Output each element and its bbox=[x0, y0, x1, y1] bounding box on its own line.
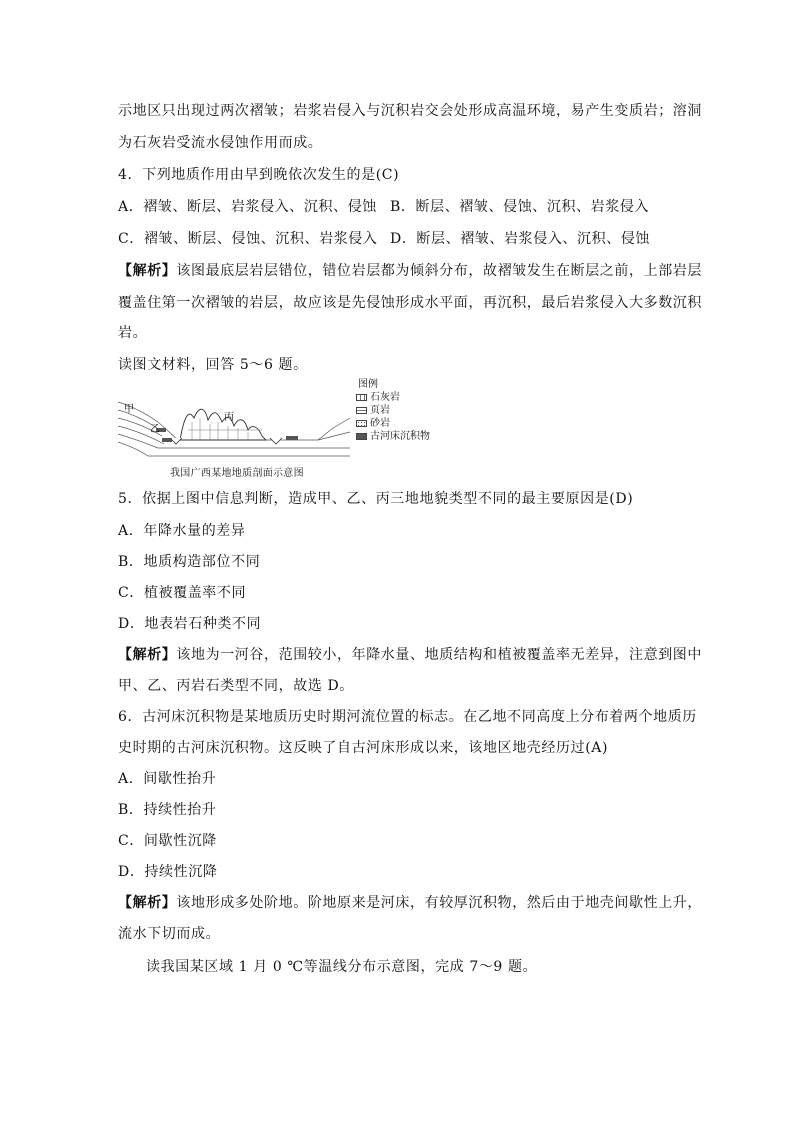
legend-label: 砂岩 bbox=[370, 418, 390, 429]
limestone-swatch bbox=[356, 394, 367, 401]
q4-option-a: A．褶皱、断层、岩浆侵入、沉积、侵蚀 bbox=[118, 199, 377, 215]
geologic-cross-section-figure bbox=[118, 378, 448, 480]
reading-prompt: 读图文材料，回答 5～6 题。 bbox=[118, 357, 308, 373]
q4-option-b: B．断层、褶皱、侵蚀、沉积、岩浆侵入 bbox=[390, 199, 650, 215]
q4-option-c: C．褶皱、断层、侵蚀、沉积、岩浆侵入 bbox=[118, 231, 378, 247]
analysis-label: 【解析】 bbox=[118, 263, 177, 279]
q6-analysis-text: 该地形成多处阶地。阶地原来是河床，有较厚沉积物，然后由于地壳间歇性上升， bbox=[176, 895, 703, 911]
q4-stem: 4．下列地质作用由早到晚依次发生的是(C) bbox=[118, 167, 400, 183]
figure-legend bbox=[356, 378, 430, 443]
label-yi: 乙 bbox=[150, 424, 160, 435]
q6-analysis-line-2: 流水下切而成。 bbox=[118, 926, 221, 942]
q6-option-a: A．间歇性抬升 bbox=[118, 771, 217, 787]
q6-option-c: C．间歇性沉降 bbox=[118, 833, 217, 849]
legend-item-limestone bbox=[356, 391, 430, 404]
label-jia: 甲 bbox=[124, 404, 134, 415]
sediment-swatch bbox=[356, 433, 367, 440]
q5-option-b: B．地质构造部位不同 bbox=[118, 554, 261, 570]
q5-option-a: A．年降水量的差异 bbox=[118, 523, 246, 539]
q5-analysis-line-2: 甲、乙、丙岩石类型不同，故选 D。 bbox=[118, 678, 354, 694]
legend-item-shale bbox=[356, 404, 430, 417]
q5-analysis-text: 该地为一河谷，范围较小，年降水量、地质结构和植被覆盖率无差异，注意到图中 bbox=[176, 647, 703, 663]
figure-caption: 我国广西某地地质剖面示意图 bbox=[170, 468, 304, 479]
q4-options-row-2 bbox=[118, 230, 651, 248]
q6-stem-line-1: 6．古河床沉积物是某地质历史时期河流位置的标志。在乙地不同高度上分布着两个地质历 bbox=[118, 709, 697, 725]
q5-option-c: C．植被覆盖率不同 bbox=[118, 585, 247, 601]
legend-label: 古河床沉积物 bbox=[370, 431, 430, 442]
label-bing: 丙 bbox=[224, 412, 234, 423]
analysis-label: 【解析】 bbox=[118, 647, 177, 663]
q5-stem: 5．依据上图中信息判断，造成甲、乙、丙三地地貌类型不同的最主要原因是(D) bbox=[118, 491, 634, 507]
intro-line-1: 示地区只出现过两次褶皱；岩浆岩侵入与沉积岩交会处形成高温环境，易产生变质岩；溶洞 bbox=[118, 103, 702, 119]
q6-analysis-line-1 bbox=[118, 894, 702, 912]
q4-analysis-text: 该图最底层岩层错位，错位岩层都为倾斜分布，故褶皱发生在断层之前，上部岩层 bbox=[176, 263, 703, 279]
q6-option-b: B．持续性抬升 bbox=[118, 802, 217, 818]
cross-section-drawing bbox=[118, 378, 350, 460]
q4-analysis-line-1 bbox=[118, 262, 702, 280]
legend-item-sediment bbox=[356, 430, 430, 443]
legend-label: 石灰岩 bbox=[370, 392, 400, 403]
legend-title: 图例 bbox=[358, 379, 378, 390]
q4-analysis-line-2: 覆盖住第一次褶皱的岩层，故应该是先侵蚀形成水平面，再沉积，最后岩浆侵入大多数沉积 bbox=[118, 295, 702, 311]
q4-options-row-1 bbox=[118, 198, 650, 216]
q4-option-d: D．断层、褶皱、岩浆侵入、沉积、侵蚀 bbox=[390, 231, 651, 247]
legend-label: 页岩 bbox=[370, 405, 390, 416]
q4-analysis-line-3: 岩。 bbox=[118, 325, 148, 341]
intro-line-2: 为石灰岩受流水侵蚀作用而成。 bbox=[118, 135, 323, 151]
q5-option-d: D．地表岩石种类不同 bbox=[118, 616, 262, 632]
q5-analysis-line-1 bbox=[118, 646, 702, 664]
legend-item-sandstone bbox=[356, 417, 430, 430]
q6-option-d: D．持续性沉降 bbox=[118, 864, 218, 880]
q6-stem-line-2: 史时期的古河床沉积物。这反映了自古河床形成以来，该地区地壳经历过(A) bbox=[118, 740, 609, 756]
sandstone-swatch bbox=[356, 420, 367, 427]
analysis-label: 【解析】 bbox=[118, 895, 177, 911]
next-reading-prompt: 读我国某区域 1 月 0 ℃等温线分布示意图，完成 7～9 题。 bbox=[146, 959, 538, 975]
shale-swatch bbox=[356, 407, 367, 414]
